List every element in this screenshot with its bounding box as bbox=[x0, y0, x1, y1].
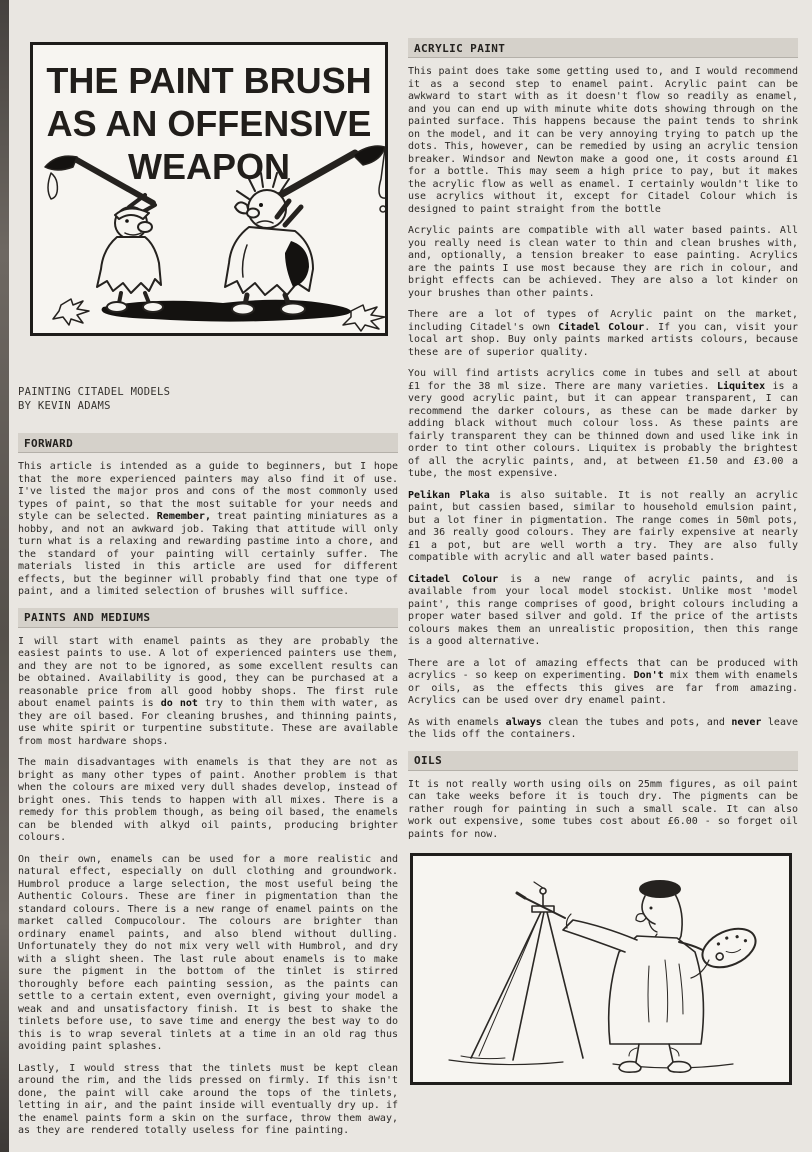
paragraph: I will start with enamel paints as they are probably the easiest paints to use. A lot of experienced painters use them, and they are not to be ignored, as some excellent results can be obtained. Availability is good, they can be purchased at a reasonable price from all good hobby shops. The first rule about enamel paints is do not try to thin them with water, as they are oil based. For cleaning brushes, and thinning paints, use white spirit or turpentine substitute. These are available from most hardware shops. bbox=[18, 635, 398, 747]
paragraph: Citadel Colour is a new range of acrylic paints, and is available from your local model stockist. Unlike most 'model paint', this range comprises of good, bright colours including a proper water based silver and gold. If the price of the artists colours makes them an unrealistic proposition, then this range is a good alternative. bbox=[408, 573, 799, 647]
section-body-forward bbox=[18, 461, 398, 599]
left-column bbox=[18, 0, 398, 1147]
byline bbox=[18, 386, 398, 413]
section-acrylic-paint bbox=[408, 38, 798, 742]
paragraph: On their own, enamels can be used for a more realistic and natural effect, especially on dull clothing and groundwork. Humbrol produce a large selection, the most useful being the Authentic Colours. These are finer in pigmentation than the standard colours. There is a new range of enamel paints on the market called Compucolour. The colours are brighter than ordinary enamel paints, and also blend without dulling. Unfortunately they do not mix very well with Humbrol, and dry with a slight sheen. The last rule about enamels is to make sure the pigment in the bottom of the tinlet is stirred thoroughly before each painting session, as the paints can settle to a certain extent, even overnight, giving your model a weak and and unsatisfactory finish. It is best to shake the tinlets before use, to save time and energy the best way to do this is to wrap several tinlets at a time in an old rag thus avoiding paint splashes. bbox=[18, 853, 398, 1052]
paragraph: As with enamels always clean the tubes and pots, and never leave the lids off the containers. bbox=[408, 716, 799, 740]
section-heading-forward: FORWARD bbox=[18, 433, 398, 453]
section-paints-and-mediums bbox=[18, 608, 398, 1138]
section-body-acrylic-paint bbox=[408, 66, 798, 742]
section-heading-oils: OILS bbox=[408, 751, 798, 771]
paragraph: You will find artists acrylics come in tubes and sell at about £1 for the 38 ml size. There are many varieties. Liquitex is a very good acrylic paint, but it can appear transparent, I can recommend the darker colours, as these can be made darker by adding black without much colour loss. As these paints are fairly transparent they can be thinned down and used like ink in order to tint other colours. Liquitex is probably the brightest of all the acrylic paints, and, at between £1.50 and £3.00 a tube, the most expensive. bbox=[408, 368, 798, 479]
right-column bbox=[408, 0, 798, 1085]
section-oils bbox=[408, 751, 798, 842]
paragraph: Acrylic paints are compatible with all water based paints. All you really need is clean water to thin and clean brushes with, and, optionally, a tension breaker to ease painting. Acrylics are the paints I use most because they are rich in colour, and bright effects can be achieved. They are also a lot kinder on your brushes than other paints. bbox=[408, 225, 798, 299]
paragraph: It is not really worth using oils on 25mm figures, as oil paint can take weeks before it is touch dry. The pigments can be rather rough for painting in such a small scale. It can also work out expensive, some tubes cost about £6.00 - so forget oil paints for now. bbox=[408, 778, 798, 840]
section-body-paints-and-mediums bbox=[18, 636, 398, 1138]
paragraph: Pelikan Plaka is also suitable. It is not really an acrylic paint, but cassien based, similar to household emulsion paint, but a lot finer in pigmentation. The range comes in 50ml pots, and 36 really good colours. They are fairly expensive at nearly £1 a pot, but are well worth a try. They are also fully compatible with acrylic and all water based paints. bbox=[408, 489, 798, 563]
paragraph: This article is intended as a guide to beginners, but I hope that the more experienced painters may also find it of use. I've listed the major pros and cons of the most commonly used types of paint, so that the most suitable for your needs and style can be selected. Remember, treat painting miniatures as a hobby, and not an awkward job. Taking that attitude will only turn what is a relaxing and rewarding pastime into a chore, and the standard of your painting will certainly suffer. The materials listed in this article are used for different effects, but the beginner will probably find that one type of paint, and a limited selection of brushes will suffice. bbox=[18, 461, 398, 597]
title-panel bbox=[30, 42, 388, 336]
title-line-2: AS AN OFFENSIVE bbox=[46, 103, 372, 144]
title-line-3: WEAPON bbox=[128, 146, 290, 187]
byline-line-1: PAINTING CITADEL MODELS bbox=[18, 386, 171, 398]
paragraph: Lastly, I would stress that the tinlets must be kept clean around the rim, and the lids pressed on firmly. If this isn't done, the paint will cake around the tops of the tinlets, letting in air, and the paint inside will eventually dry up. if the enamel paints form a skin on the surface, throw them away, as they are rendered totally useless for fine painting. bbox=[18, 1062, 398, 1136]
paragraph: There are a lot of amazing effects that can be produced with acrylics - so keep on experimenting. Don't mix them with enamels or oils, as the effects this gives are far from amazing. Acrylics can be used over dry enamel paint. bbox=[408, 657, 798, 706]
title-line-1: THE PAINT BRUSH bbox=[46, 60, 372, 101]
section-heading-acrylic-paint: ACRYLIC PAINT bbox=[408, 38, 798, 58]
paragraph: The main disadvantages with enamels is that they are not as bright as many other types of paint. Another problem is that when the colours are mixed very dull shades develop, instead of bright ones. This tends to happen with all mixes. There is a remedy for this problem though, as being oil based, the enamels can be blended with alkyd oil paints, producing brighter colours. bbox=[18, 757, 398, 843]
section-forward bbox=[18, 433, 398, 599]
oils-illustration-panel bbox=[410, 853, 792, 1085]
paragraph: There are a lot of types of Acrylic paint on the market, including Citadel's own Citadel Colour. If you can, visit your local art shop. Buy only paints marked artists colours, because these are of superior quality. bbox=[408, 309, 798, 358]
goblins-paintbrush-fight-illustration bbox=[33, 145, 388, 333]
artist-painting-miniature-on-tripod-illustration bbox=[413, 856, 791, 1076]
paragraph: This paint does take some getting used to, and I would recommend it as a second step to enamel paint. Acrylic paint can be awkward to start with as it doesn't flow so readily as enamel, and you can end up with minute white dots showing through on the painted surface. This happens because the paint tends to shrink on the model, and it can be very annoying trying to patch up the dots. This, however, can be remedied by using an acrylic tension breaker. Windsor and Newton make a good one, it costs around £1 for a bottle. This may seem a high price to pay, but it makes the acrylic flow as well as enamel. I certainly wouldn't like to use acrylics without it, except for Citadel Colour which is designed to paint straight from the bottle bbox=[408, 66, 798, 215]
scan-page-edge bbox=[0, 0, 9, 1152]
section-heading-paints-and-mediums: PAINTS AND MEDIUMS bbox=[18, 608, 398, 628]
section-body-oils bbox=[408, 779, 798, 842]
byline-line-2: BY KEVIN ADAMS bbox=[18, 399, 111, 412]
